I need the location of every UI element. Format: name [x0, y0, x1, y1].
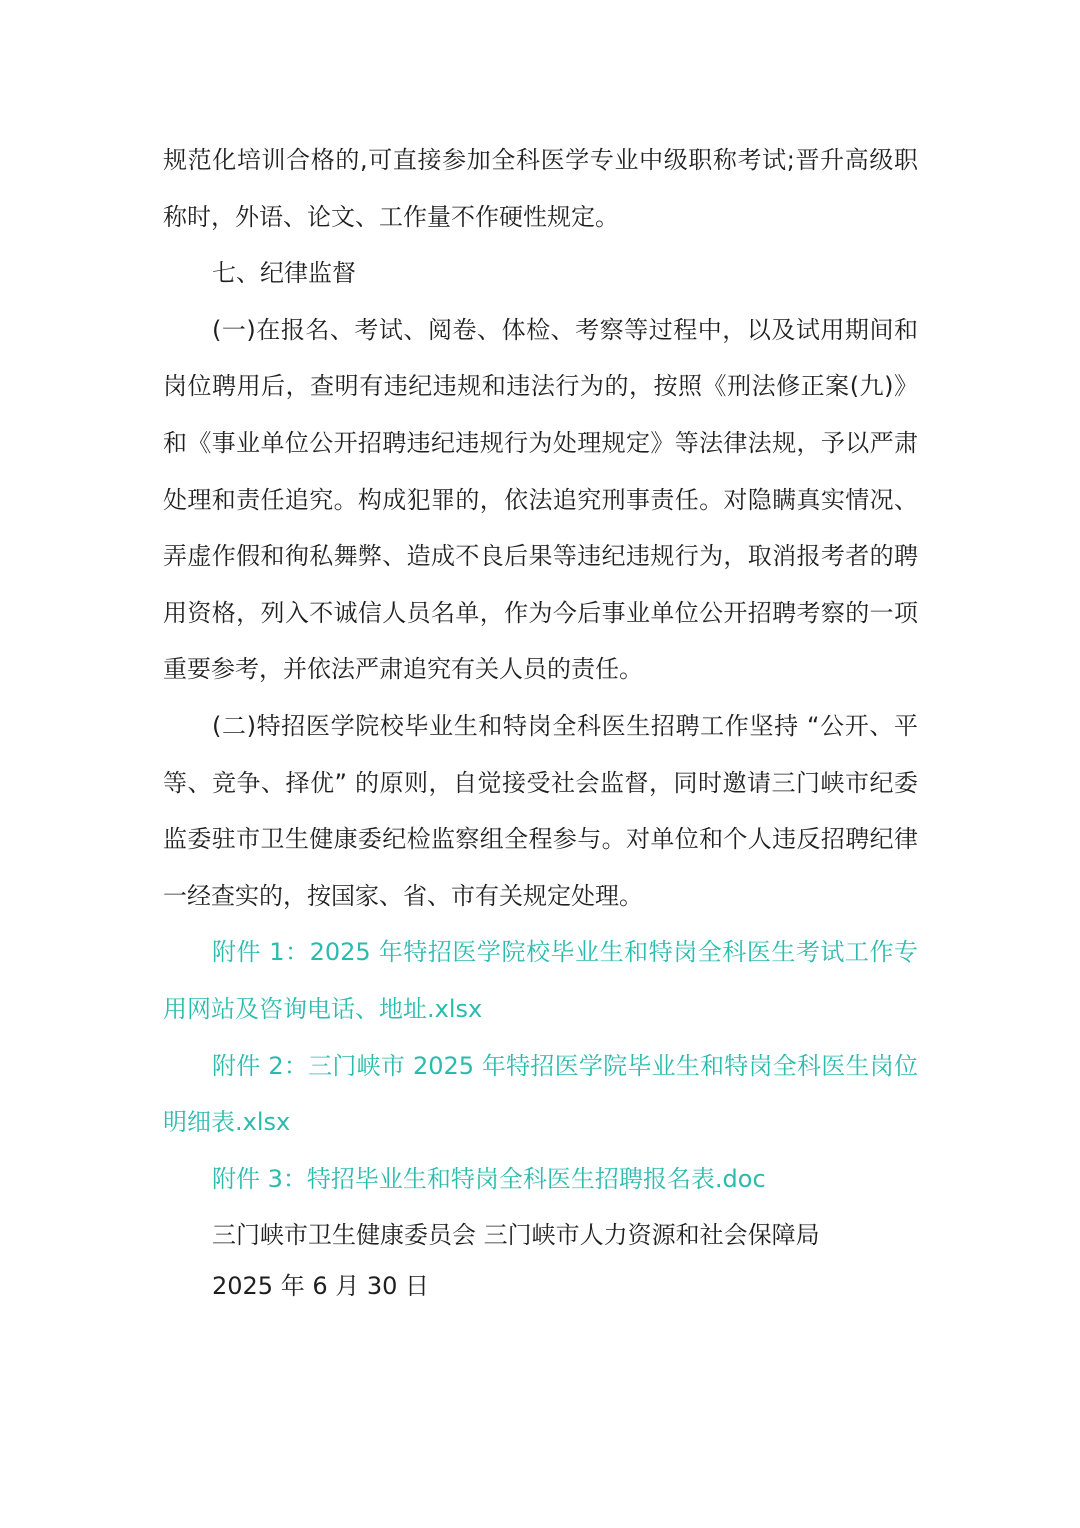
paragraph-1: (一)在报名、考试、阅卷、体检、考察等过程中，以及试用期间和岗位聘用后，查明有违纪违规和违法行为的，按照《刑法修正案(九)》和《事业单位公开招聘违纪违规行为处理规定》等法律法规，予以严肃处理和责任追究。构成犯罪的，依法追究刑事责任。对隐瞒真实情况、弄虚作假和徇私舞弊、造成不良后果等违纪违规行为，取消报考者的聘用资格，列入不诚信人员名单，作为今后事业单位公开招聘考察的一项重要参考，并依法严肃追究有关人员的责任。 [163, 315, 918, 684]
issuing-agencies: 三门峡市卫生健康委员会 三门峡市人力资源和社会保障局 [212, 1221, 820, 1250]
section-heading: 七、纪律监督 [212, 259, 356, 288]
document-body [163, 132, 918, 1308]
attachment-link-2[interactable]: 附件 2：三门峡市 2025 年特招医学院毕业生和特岗全科医生岗位明细表.xlsx [163, 1051, 918, 1137]
paragraph-2: (二)特招医学院校毕业生和特岗全科医生招聘工作坚持 “公开、平等、竞争、择优” 的原则，自觉接受社会监督，同时邀请三门峡市纪委监委驻市卫生健康委纪检监察组全程参与。对单位和个人违反招聘纪律一经查实的，按国家、省、市有关规定处理。 [163, 711, 918, 910]
issue-date: 2025 年 6 月 30 日 [212, 1271, 430, 1300]
attachment-link-1[interactable]: 附件 1：2025 年特招医学院校毕业生和特岗全科医生考试工作专用网站及咨询电话、地址.xlsx [163, 938, 918, 1023]
continuation-paragraph: 规范化培训合格的,可直接参加全科医学专业中级职称考试;晋升高级职称时，外语、论文、工作量不作硬性规定。 [163, 146, 918, 231]
attachment-link-3[interactable]: 附件 3：特招毕业生和特岗全科医生招聘报名表.doc [212, 1164, 766, 1193]
